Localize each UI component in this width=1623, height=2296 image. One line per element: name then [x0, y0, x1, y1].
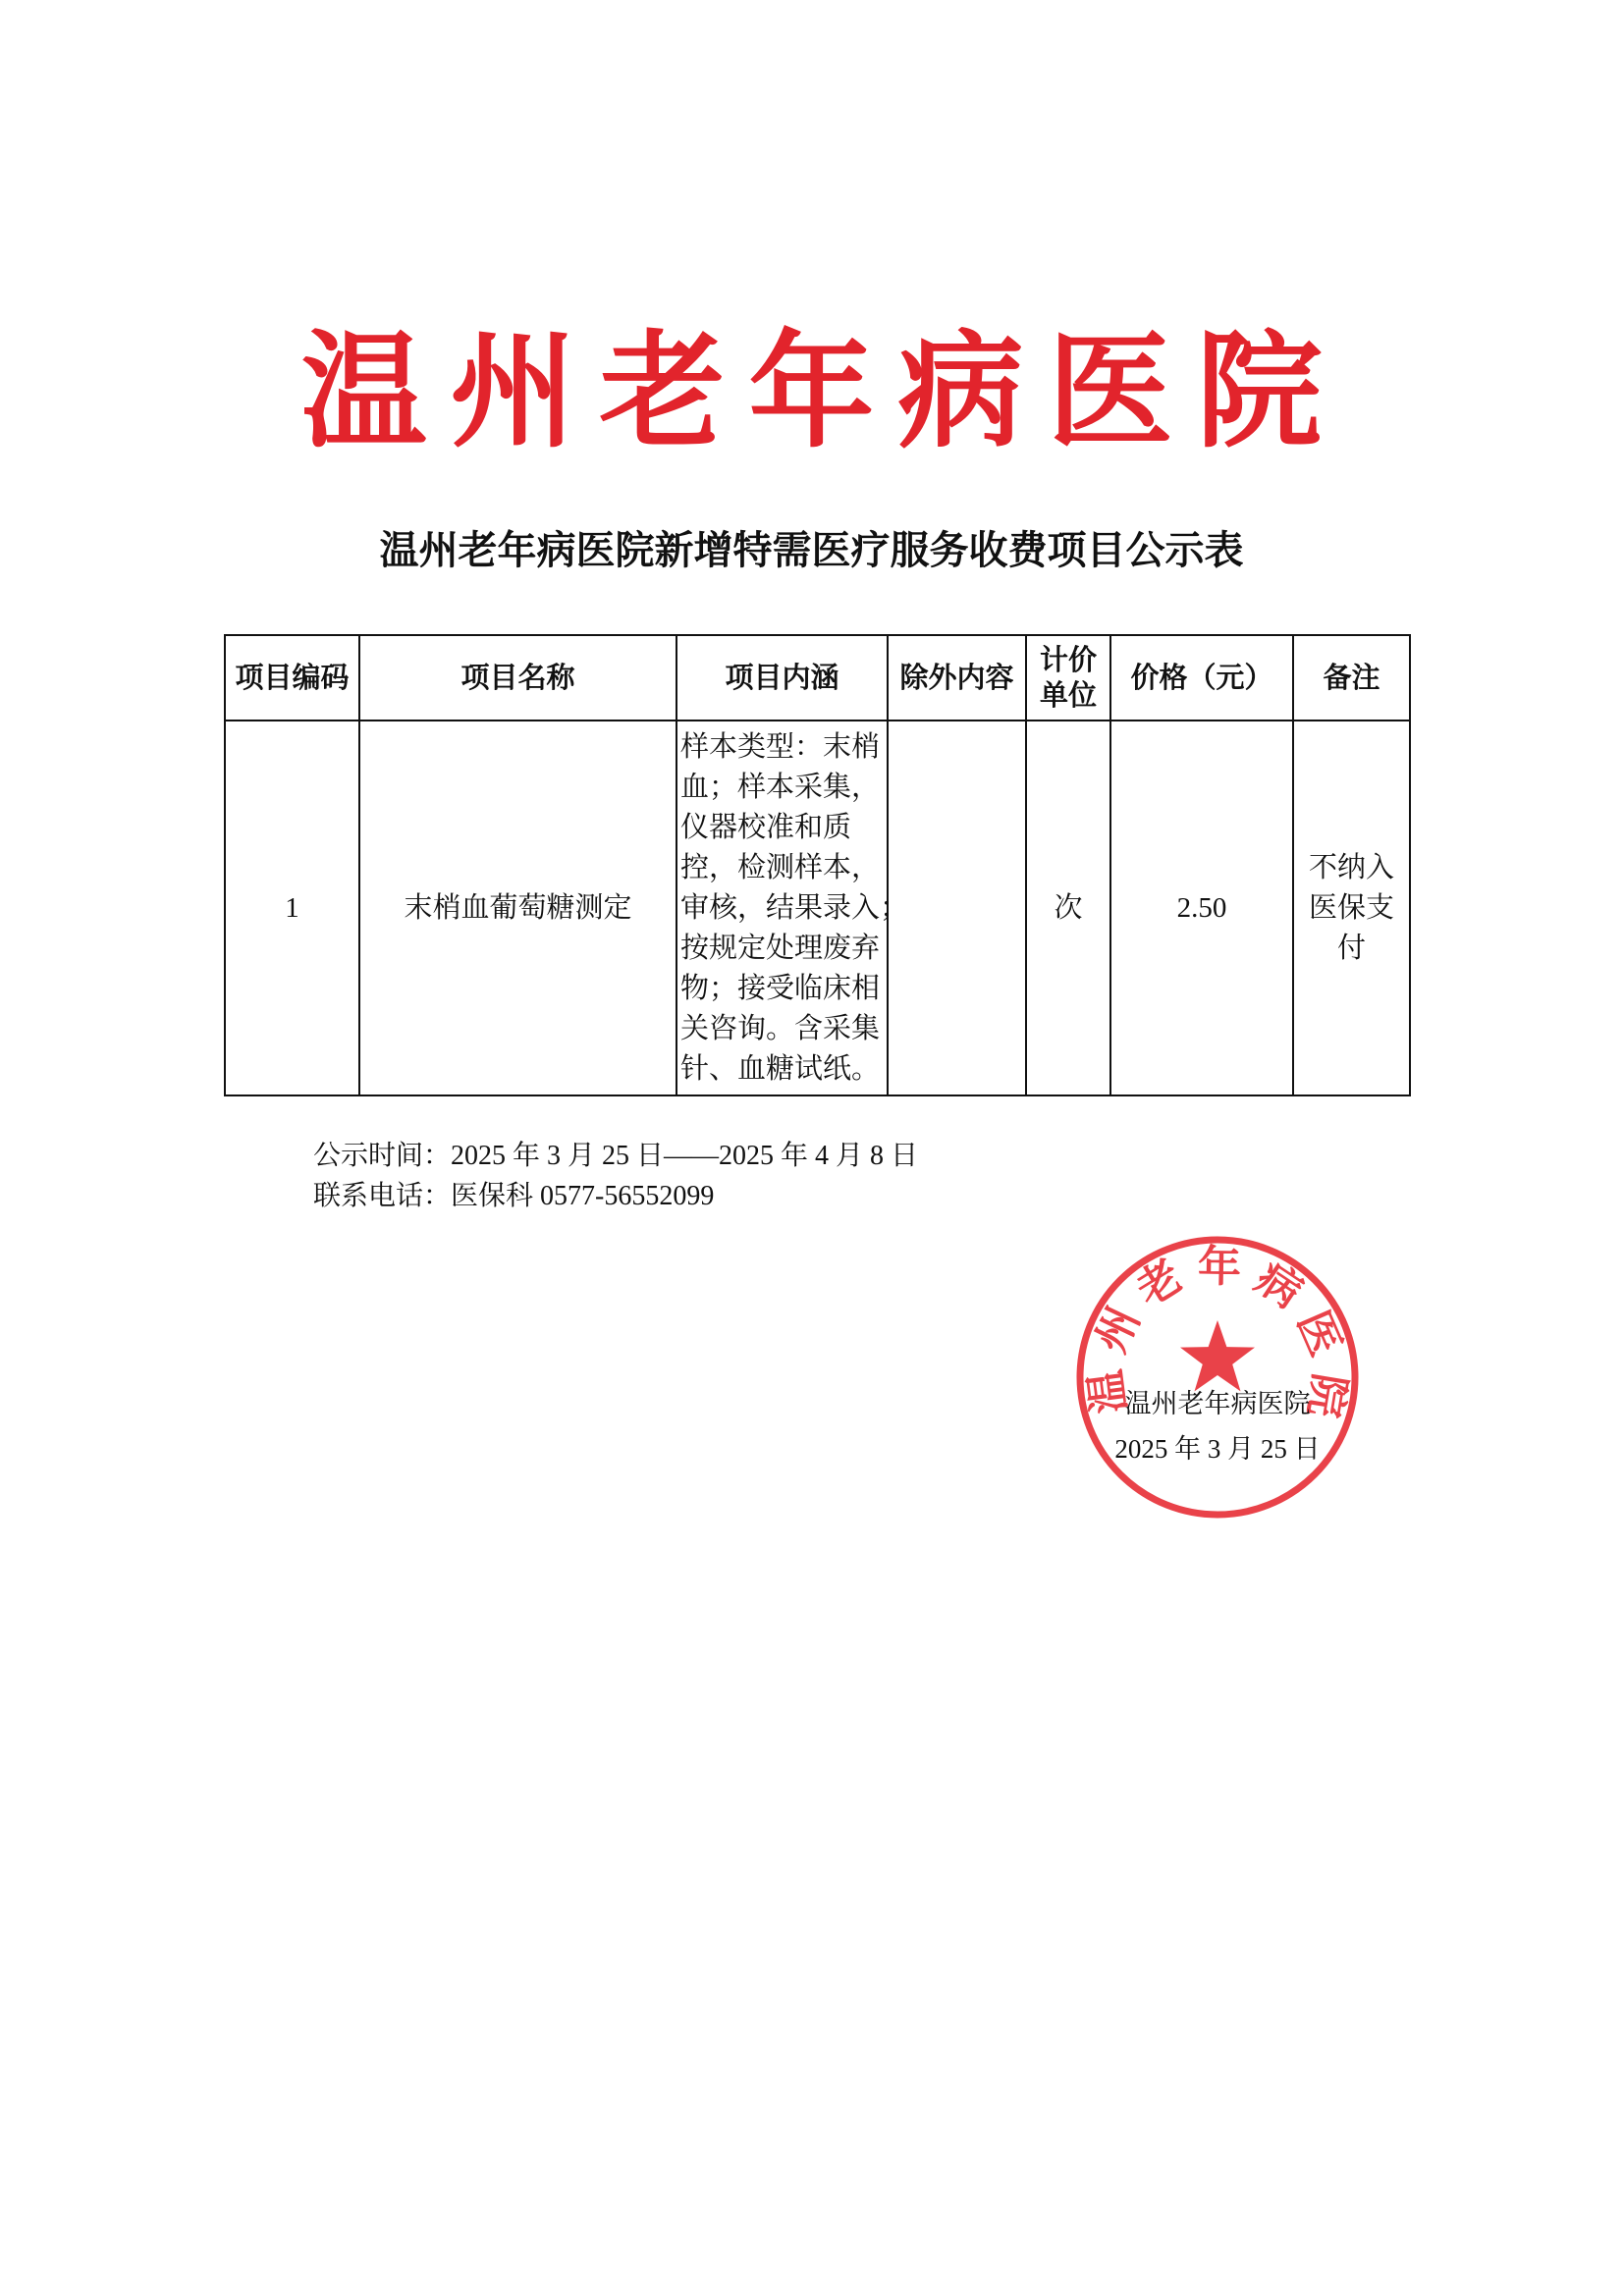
- cell-content: [676, 721, 909, 1095]
- signature-date: 2025 年 3 月 25 日: [1114, 1434, 1321, 1464]
- cell-exclusions: [888, 721, 1026, 1095]
- column-header-name: 项目名称: [359, 635, 676, 721]
- column-header-content: 项目内涵: [676, 635, 888, 721]
- content-line: 仪器校准和质: [680, 811, 852, 843]
- column-header-price: 价格（元）: [1110, 635, 1293, 721]
- fee-table: [224, 634, 1411, 1096]
- table-row: [225, 721, 1410, 1095]
- remarks-line: 付: [1336, 932, 1366, 964]
- document-title: 温州老年病医院新增特需医疗服务收费项目公示表: [379, 528, 1244, 572]
- content-line: 按规定处理废弃: [680, 932, 881, 964]
- cell-price: 2.50: [1110, 721, 1293, 1095]
- content-line: 物；接受临床相: [680, 972, 881, 1004]
- cell-name: 末梢血葡萄糖测定: [359, 721, 676, 1095]
- content-line: 样本类型：末梢: [680, 730, 881, 763]
- official-seal: [1070, 1232, 1365, 1526]
- remarks-line: 医保支: [1308, 891, 1394, 924]
- content-line: 审核，结果录入；: [680, 891, 909, 924]
- content-line: 关咨询。含采集: [680, 1012, 881, 1044]
- column-header-code: 项目编码: [225, 635, 359, 721]
- hospital-name-header: 温州老年病医院: [300, 323, 1346, 462]
- table-header-row: [225, 635, 1410, 721]
- content-line: 针、血糖试纸。: [680, 1052, 881, 1085]
- cell-code: 1: [225, 721, 359, 1095]
- column-header-unit: 计价单位: [1026, 635, 1110, 721]
- column-header-exclusions: 除外内容: [888, 635, 1026, 721]
- remarks-line: 不纳入: [1308, 851, 1394, 883]
- content-line: 血；样本采集，: [680, 771, 881, 803]
- cell-remarks: [1293, 721, 1410, 1095]
- content-line: 控，检测样本，: [680, 851, 881, 883]
- contact-phone: 联系电话：医保科 0577-56552099: [313, 1181, 715, 1211]
- cell-unit: 次: [1026, 721, 1110, 1095]
- star-icon: [1180, 1320, 1255, 1391]
- seal-ring-text: 温州老年病医院: [1081, 1242, 1354, 1421]
- announcement-period: 公示时间：2025 年 3 月 25 日——2025 年 4 月 8 日: [313, 1141, 919, 1171]
- signature-organization: 温州老年病医院: [1124, 1389, 1311, 1418]
- column-header-remarks: 备注: [1293, 635, 1410, 721]
